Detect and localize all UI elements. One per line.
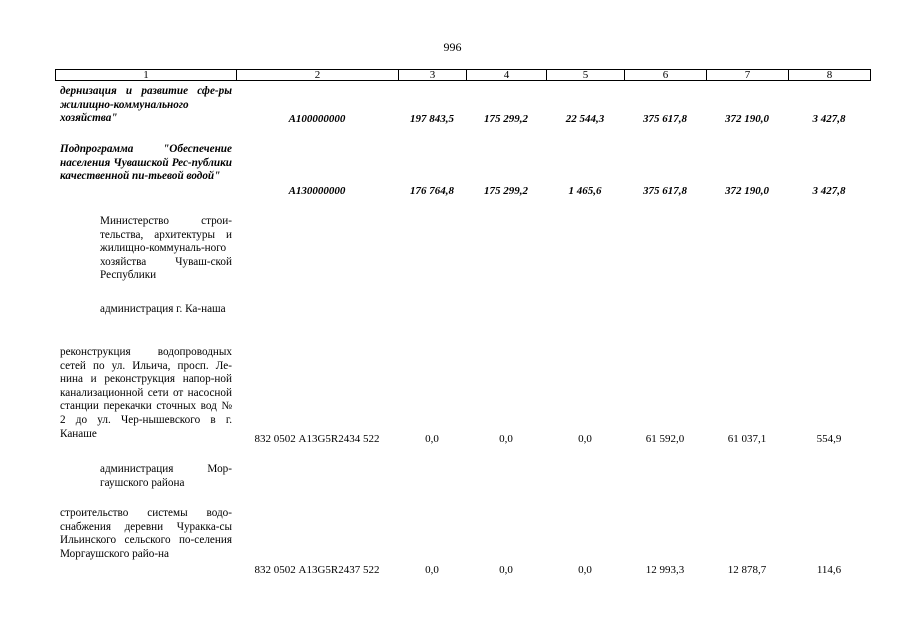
header-col-3: 3 <box>399 70 467 80</box>
row-value-col5: 22 544,3 <box>565 113 605 125</box>
row-value-col6: 375 617,8 <box>643 185 687 197</box>
header-col-8: 8 <box>826 69 833 81</box>
page-number: 996 <box>443 40 462 54</box>
header-col-5: 5 <box>547 70 625 80</box>
row-code: 832 0502 А13G5R2437 522 <box>254 564 380 576</box>
row-value-col8: 114,6 <box>816 564 842 576</box>
row-description: Подпрограмма "Обеспечение населения Чувашской Рес-публики качественной пи-тьевой водой" <box>60 143 232 183</box>
row-value-col3: 176 764,8 <box>410 185 454 197</box>
header-col-7: 7 <box>707 70 789 80</box>
row-value-col6: 375 617,8 <box>643 113 687 125</box>
row-description: администрация Мор-гаушского района <box>100 463 232 489</box>
row-description: дернизация и развитие сфе-ры жилищно-коммунального хозяйства" <box>60 85 232 125</box>
row-code: 832 0502 А13G5R2434 522 <box>254 433 380 445</box>
row-value-col5: 0,0 <box>578 433 592 445</box>
row-value-col3: 197 843,5 <box>410 113 454 125</box>
header-col-4: 4 <box>467 70 547 80</box>
row-code: А130000000 <box>288 185 346 197</box>
row-value-col7: 12 878,7 <box>727 564 767 576</box>
row-value-col4: 0,0 <box>499 564 513 576</box>
row-value-col6: 61 592,0 <box>645 433 685 445</box>
row-value-col3: 0,0 <box>425 433 439 445</box>
row-description: Министерство строи-тельства, архитектуры и жилищно-коммуналь-ного хозяйства Чуваш-ской Республики <box>100 215 232 282</box>
row-value-col8: 554,9 <box>816 433 842 445</box>
header-col-6: 6 <box>625 70 707 80</box>
row-value-col4: 175 299,2 <box>484 113 528 125</box>
row-description: строительство системы водо-снабжения деревни Чуракка-сы Ильинского сельского по-селения Моргаушского райо-на <box>60 507 232 560</box>
row-value-col4: 0,0 <box>499 433 513 445</box>
row-description: реконструкция водопроводных сетей по ул. Ильича, просп. Ле-нина и реконструкция напор-ной канализационной сети от насосной станции перекачки сточных вод № 2 до ул. Чер-нышевского в г. Канаше <box>60 346 232 440</box>
row-value-col6: 12 993,3 <box>645 564 685 576</box>
header-col-2: 2 <box>237 70 399 80</box>
row-code: А100000000 <box>288 113 346 125</box>
row-value-col3: 0,0 <box>425 564 439 576</box>
row-value-col8: 3 427,8 <box>812 185 846 197</box>
header-col-1: 1 <box>56 70 237 80</box>
table-header <box>55 69 871 81</box>
row-value-col5: 1 465,6 <box>568 185 602 197</box>
row-value-col7: 372 190,0 <box>725 185 769 197</box>
row-value-col4: 175 299,2 <box>484 185 528 197</box>
row-value-col5: 0,0 <box>578 564 592 576</box>
row-description: администрация г. Ка-наша <box>100 303 226 315</box>
row-value-col7: 61 037,1 <box>727 433 767 445</box>
row-value-col8: 3 427,8 <box>812 113 846 125</box>
row-value-col7: 372 190,0 <box>725 113 769 125</box>
